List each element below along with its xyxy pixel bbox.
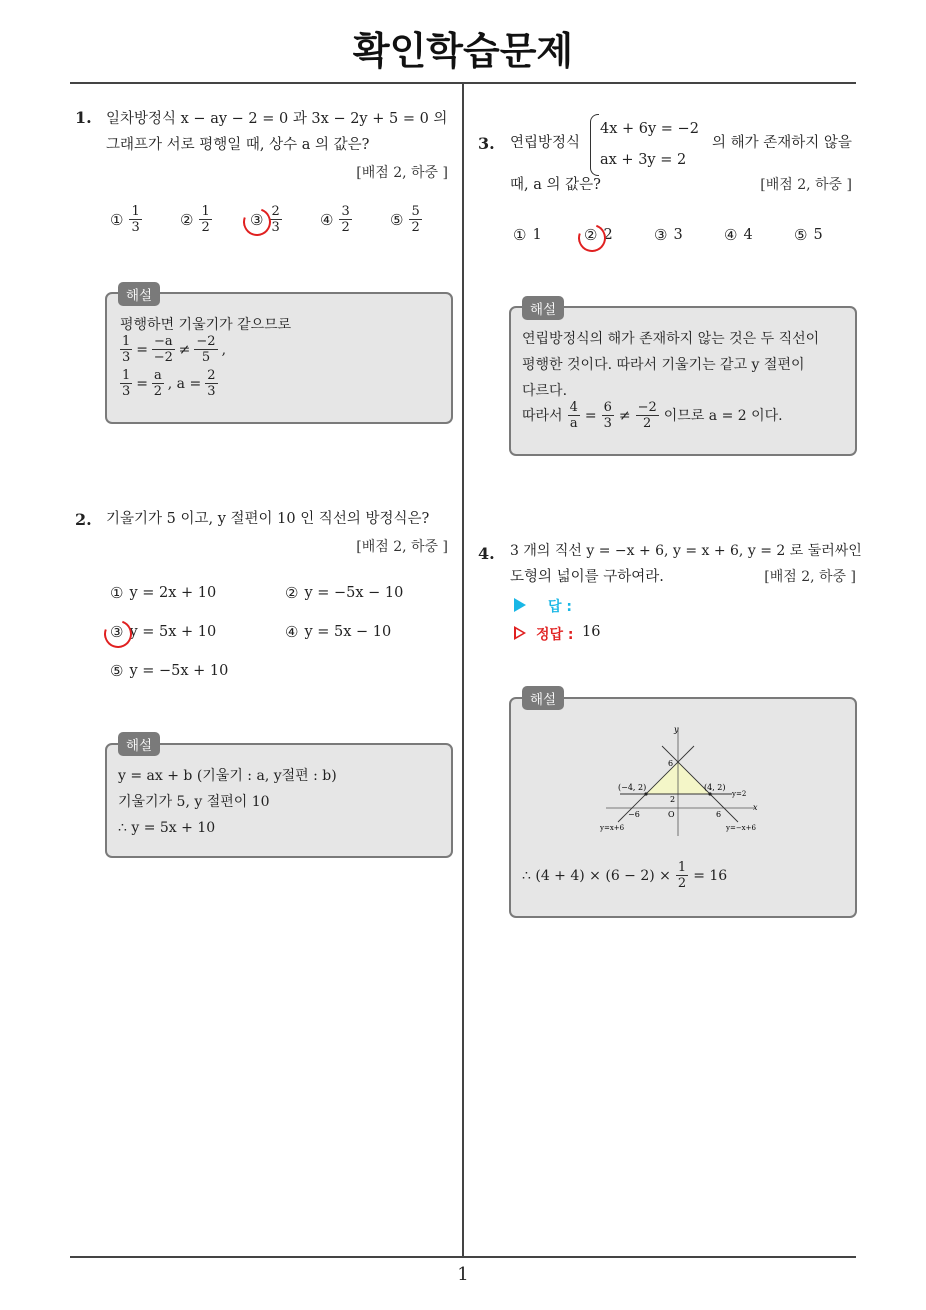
denominator: 2	[201, 220, 210, 235]
question-1-text-line1: 일차방정식 x − ay − 2 = 0 과 3x − 2y + 5 = 0 의	[106, 111, 448, 127]
question-1-meta: [배점 2, 하중 ]	[356, 165, 448, 181]
q3-choice-4[interactable]	[724, 226, 753, 244]
q1-solution-eq1	[120, 334, 226, 365]
q1-solution-tag: 해설	[118, 282, 160, 306]
denominator: 2	[677, 876, 687, 891]
numerator: 2	[207, 368, 216, 383]
numerator: 2	[271, 204, 280, 219]
fraction	[676, 860, 688, 891]
question-3-system-eq1: 4x + 6y = −2	[600, 121, 699, 137]
choice-mark: ③	[654, 226, 668, 244]
point-left	[644, 792, 647, 795]
denominator: 2	[411, 220, 420, 235]
answer-label: 답 :	[548, 599, 572, 615]
question-3-lead: 연립방정식	[510, 135, 581, 151]
question-3-line2: 때, a 의 값은?	[510, 177, 601, 193]
x-axis-label: x	[753, 803, 758, 812]
choice-mark: ③	[110, 623, 124, 641]
q2-solution-line2: 기울기가 5, y 절편이 10	[118, 794, 270, 810]
denominator: 3	[122, 384, 131, 399]
denominator: 2	[643, 416, 652, 431]
fraction	[120, 334, 132, 365]
correct-answer-label: 정답 :	[536, 627, 574, 643]
question-4-text-line2: 도형의 넓이를 구하여라.	[510, 569, 664, 585]
left-line-label: y=x+6	[600, 824, 625, 832]
q1-solution-eq2	[120, 368, 218, 399]
choice-fraction	[339, 204, 351, 235]
choice-fraction	[129, 204, 141, 235]
line-y2-label: y=2	[732, 790, 747, 798]
equals-sign: =	[584, 407, 597, 424]
choice-mark: ④	[724, 226, 738, 244]
correct-answer-value: 16	[582, 624, 601, 640]
q3-solution-line1: 연립방정식의 해가 존재하지 않는 것은 두 직선이	[522, 331, 820, 347]
q1-choice-2[interactable]	[180, 204, 212, 235]
q4-final-equation	[522, 860, 727, 891]
neg6-label: −6	[628, 810, 640, 819]
numerator: 5	[411, 204, 420, 219]
equals-sign: =	[136, 341, 149, 358]
choice-mark: ①	[110, 210, 124, 229]
question-2-number: 2.	[75, 510, 92, 529]
fraction	[194, 334, 217, 365]
fraction	[568, 400, 580, 431]
numerator: 1	[122, 334, 131, 349]
q3-solution-line3: 다르다.	[522, 383, 568, 399]
numerator: −2	[637, 400, 657, 415]
origin-label: O	[668, 810, 675, 819]
fraction	[205, 368, 217, 399]
choice-mark: ⑤	[390, 210, 404, 229]
choice-text: y = 5x − 10	[304, 624, 392, 640]
q2-solution-tag: 해설	[118, 732, 160, 756]
choice-mark: ④	[320, 210, 334, 229]
denominator: 3	[131, 220, 140, 235]
question-2-text: 기울기가 5 이고, y 절편이 10 인 직선의 방정식은?	[106, 511, 430, 527]
bottom-rule	[70, 1256, 856, 1258]
choice-text: y = 5x + 10	[129, 624, 217, 640]
fraction	[152, 334, 175, 365]
point-right	[708, 792, 711, 795]
choice-text: 3	[673, 227, 683, 243]
fraction	[602, 400, 614, 431]
q3-solution-line2: 평행한 것이다. 따라서 기울기는 같고 y 절편이	[522, 357, 805, 373]
choice-mark: ②	[285, 584, 299, 602]
q4-solution-tag: 해설	[522, 686, 564, 710]
y2-tick-label: 2	[670, 795, 676, 804]
choice-mark: ⑤	[794, 226, 808, 244]
pos6-label: 6	[716, 810, 722, 819]
q2-choice-4[interactable]	[285, 623, 391, 641]
page-number: 1	[457, 1264, 469, 1285]
q3-solution-tag: 해설	[522, 296, 564, 320]
denominator: 3	[122, 350, 131, 365]
equals-sign: =	[136, 375, 149, 392]
denominator: 3	[603, 416, 612, 431]
choice-fraction	[199, 204, 211, 235]
choice-text: 5	[813, 227, 823, 243]
q3-choice-3[interactable]	[654, 226, 683, 244]
question-4-text-line1: 3 개의 직선 y = −x + 6, y = x + 6, y = 2 로 둘러싸인	[510, 543, 862, 559]
choice-text: 2	[603, 227, 613, 243]
a-equals: , a =	[167, 375, 202, 392]
choice-text: y = 2x + 10	[129, 585, 217, 601]
numerator: 1	[201, 204, 210, 219]
question-3-system-eq2: ax + 3y = 2	[600, 152, 687, 168]
denominator: 2	[341, 220, 350, 235]
not-equal-sign: ≠	[618, 407, 631, 424]
q2-solution-line3: ∴ y = 5x + 10	[118, 820, 216, 836]
choice-fraction	[269, 204, 281, 235]
numerator: −a	[154, 334, 173, 349]
q1-solution-line1: 평행하면 기울기가 같으므로	[120, 317, 292, 333]
fraction	[152, 368, 164, 399]
numerator: 1	[677, 860, 687, 875]
fraction	[636, 400, 659, 431]
denominator: 3	[271, 220, 280, 235]
correct-answer-icon-inner	[516, 629, 523, 637]
final-lead: ∴ (4 + 4) × (6 − 2) ×	[522, 867, 671, 884]
choice-fraction	[409, 204, 421, 235]
fraction	[120, 368, 132, 399]
not-equal-sign: ≠	[178, 341, 191, 358]
question-1-text-line2: 그래프가 서로 평행일 때, 상수 a 의 값은?	[106, 137, 370, 153]
choice-mark: ①	[110, 584, 124, 602]
q2-selected-mark	[99, 615, 136, 652]
numerator: 3	[341, 204, 350, 219]
numerator: 4	[569, 400, 578, 415]
question-3-brace	[590, 114, 599, 176]
choice-text: 4	[743, 227, 753, 243]
denominator: a	[569, 416, 578, 431]
comma: ,	[221, 341, 227, 358]
numerator: −2	[196, 334, 216, 349]
question-1-number: 1.	[75, 108, 92, 127]
q3-selected-mark	[573, 219, 613, 256]
q3-solution-line4	[522, 400, 783, 431]
q2-choice-5[interactable]	[110, 662, 228, 680]
numerator: 1	[131, 204, 140, 219]
denominator: 2	[153, 384, 163, 399]
choice-mark: ⑤	[110, 662, 124, 680]
q3-choice-5[interactable]	[794, 226, 823, 244]
y6-label: 6	[668, 759, 674, 768]
choice-text: y = −5x − 10	[304, 585, 404, 601]
choice-mark: ④	[285, 623, 299, 641]
question-4-meta: [배점 2, 하중 ]	[764, 569, 856, 585]
q1-choice-5[interactable]	[390, 204, 422, 235]
question-2-meta: [배점 2, 하중 ]	[356, 539, 448, 555]
numerator: a	[154, 368, 162, 383]
center-divider	[462, 82, 464, 1258]
choice-mark: ②	[180, 210, 194, 229]
answer-play-icon	[514, 598, 526, 612]
final-tail: = 16	[693, 867, 728, 884]
denominator: −2	[153, 350, 173, 365]
choice-text: 1	[532, 227, 542, 243]
right-line-label: y=−x+6	[726, 824, 756, 832]
q1-choice-1[interactable]	[110, 204, 142, 235]
right-point-label: (4, 2)	[704, 783, 726, 792]
numerator: 6	[603, 400, 612, 415]
page-title: 확인학습문제	[352, 29, 574, 73]
q1-choice-4[interactable]	[320, 204, 352, 235]
q2-solution-line1: y = ax + b (기울기 : a, y절편 : b)	[118, 768, 337, 784]
numerator: 1	[122, 368, 131, 383]
question-3-tail: 의 해가 존재하지 않을	[712, 135, 852, 151]
choice-mark: ③	[250, 210, 264, 229]
left-point-label: (−4, 2)	[618, 783, 647, 792]
question-4-number: 4.	[478, 544, 495, 563]
question-3-meta: [배점 2, 하중 ]	[760, 177, 852, 193]
choice-mark: ①	[513, 226, 527, 244]
denominator: 3	[207, 384, 216, 399]
q2-choice-1[interactable]	[110, 584, 216, 602]
denominator: 5	[201, 350, 211, 365]
q2-choice-2[interactable]	[285, 584, 403, 602]
tail-text: 이므로 a = 2 이다.	[663, 407, 783, 424]
choice-text: y = −5x + 10	[129, 663, 229, 679]
y-axis-label: y	[674, 725, 679, 734]
q3-choice-1[interactable]	[513, 226, 542, 244]
question-3-number: 3.	[478, 134, 495, 153]
q4-graph	[598, 718, 768, 838]
choice-mark: ②	[584, 226, 598, 244]
lead-text: 따라서	[522, 407, 563, 424]
